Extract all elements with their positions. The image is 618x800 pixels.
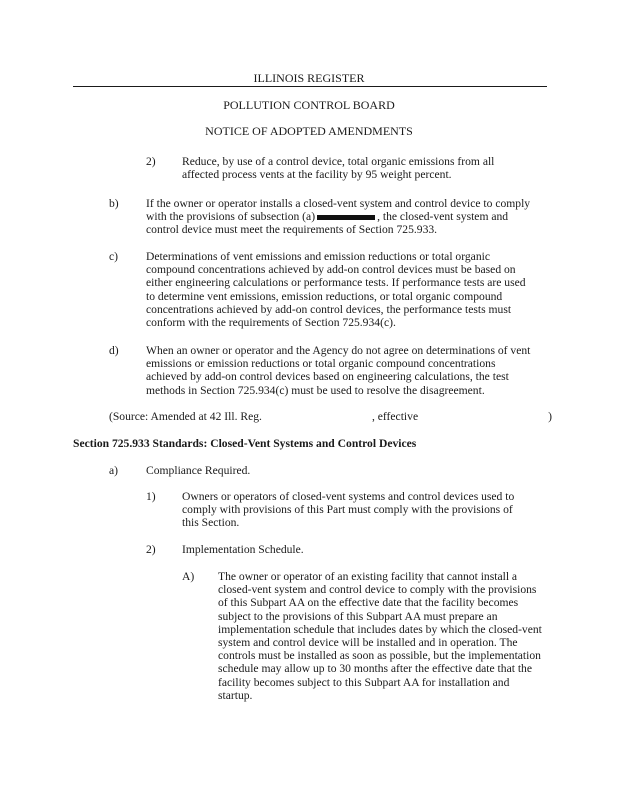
source-note [109,410,552,423]
item-2-text: Reduce, by use of a control device, total organic emissions from all affected process vents at the facility by 95 weight percent. [182,155,495,182]
source-effective: , effective [371,410,419,423]
sec-item-a-text: Compliance Required. [146,464,251,477]
register-title: ILLINOIS REGISTER [253,71,365,85]
section-heading: Section 725.933 Standards: Closed-Vent Systems and Control Devices [73,437,417,450]
item-d-label: d) [109,344,119,357]
sec-item-a-label: a) [109,464,119,477]
item-c-text: Determinations of vent emissions and emission reductions or total organic compound concentrations achieved by add-on control devices must be based on either engineering calculations or performance tests. If performance tests are used to determine vent emissions, emission reductions, or total organic compound concentrations achieved by add-on control devices, the performance tests must conform with the requirements of Section 725.934(c). [146,250,526,330]
item-b-label: b) [109,197,119,210]
item-b-text-after: , the closed-vent system and control device must meet the requirements of Section 725.933. [146,210,509,237]
redaction-mark [317,215,375,220]
sec-item-2-text: Implementation Schedule. [182,543,304,556]
source-suffix: ) [548,410,552,423]
item-c-label: c) [109,250,119,263]
item-d-text: When an owner or operator and the Agency do not agree on determinations of vent emissions or emission reductions or total organic compound concentrations achieved by add-on control devices based on engineering calculations, the test methods in Section 725.934(c) must be used to resolve the disagreement. [146,344,531,397]
sec-item-1-label: 1) [146,490,156,503]
item-b-text [146,197,534,237]
notice-title: NOTICE OF ADOPTED AMENDMENTS [205,124,413,138]
item-2-label: 2) [146,155,156,168]
item-b-text-before: If the owner or operator installs a closed-vent system and control device to comply with the provisions of subsection (a) [146,197,531,224]
header-rule [73,86,547,87]
sec-item-1-text: Owners or operators of closed-vent systems and control devices used to comply with provisions of this Part must comply with the provisions of this Section. [182,490,515,530]
source-prefix: (Source: Amended at 42 Ill. Reg. [109,410,262,423]
board-title: POLLUTION CONTROL BOARD [223,98,395,112]
sec-item-2-label: 2) [146,543,156,556]
sec-item-A-label: A) [182,570,195,583]
sec-item-A-text: The owner or operator of an existing facility that cannot install a closed-vent system and control device to comply with the provisions of this Subpart AA on the effective date that the facility becomes subject to the provisions of this Subpart AA must prepare an implementation schedule that includes dates by which the closed-vent system and control device will be installed and in operation. The controls must be installed as soon as possible, but the implementation schedule may allow up to 30 months after the effective date that the facility becomes subject to this Subpart AA for installation and startup. [218,570,542,702]
